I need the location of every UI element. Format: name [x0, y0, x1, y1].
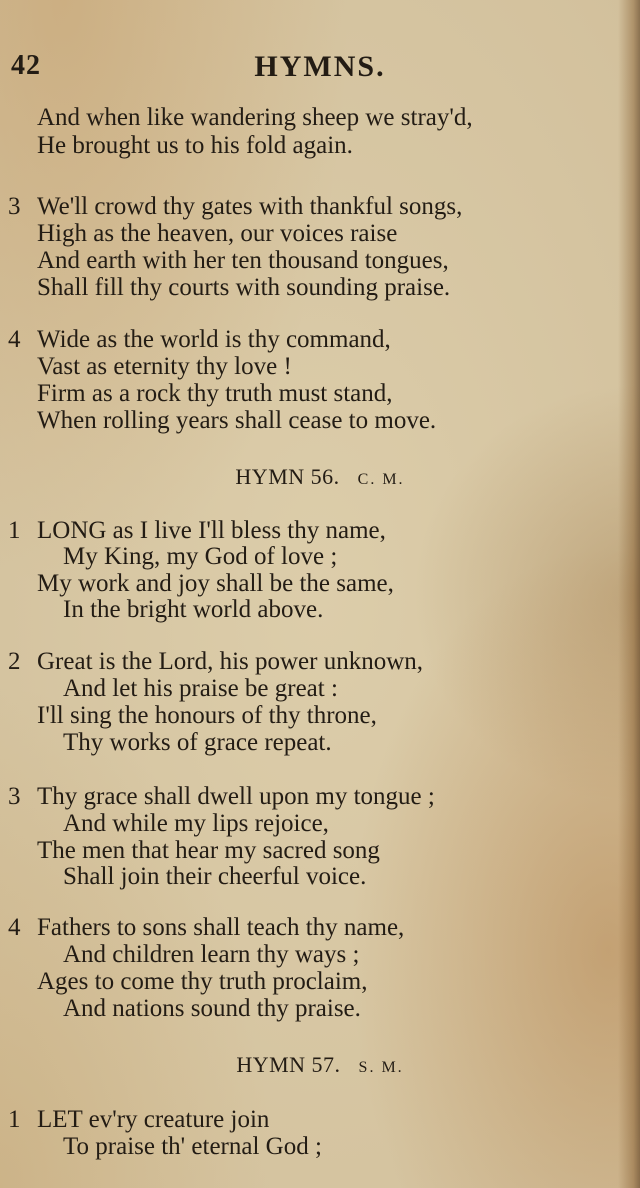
verse-line: LET ev'ry creature join [37, 1106, 270, 1133]
hymn-title: HYMN 57. [236, 1052, 341, 1077]
verse-line: He brought us to his fold again. [37, 132, 353, 159]
verse-line: Thy works of grace repeat. [63, 729, 332, 756]
verse-line: Ages to come thy truth proclaim, [37, 968, 368, 995]
verse-line: We'll crowd thy gates with thankful songs, [37, 193, 463, 220]
verse-number: 3 [8, 193, 21, 220]
hymn-heading [0, 463, 640, 494]
page-number: 42 [11, 50, 41, 81]
verse-line: When rolling years shall cease to move. [37, 407, 437, 434]
verse-line: To praise th' eternal God ; [63, 1133, 322, 1160]
verse-number: 4 [8, 326, 21, 353]
hymn-title: HYMN 56. [235, 464, 340, 489]
verse-line: In the bright world above. [63, 596, 324, 623]
verse-number: 3 [8, 783, 21, 810]
verse-number: 1 [8, 517, 21, 544]
running-head [0, 48, 640, 88]
verse-line: And when like wandering sheep we stray'd, [37, 104, 473, 131]
verse-line: The men that hear my sacred song [37, 837, 380, 864]
verse-line: Firm as a rock thy truth must stand, [37, 380, 393, 407]
verse-line: And while my lips rejoice, [63, 810, 329, 837]
verse-line: LONG as I live I'll bless thy name, [37, 517, 386, 544]
verse-line: High as the heaven, our voices raise [37, 220, 398, 247]
verse-number: 1 [8, 1106, 21, 1133]
hymn-heading [0, 1051, 640, 1082]
hymn-meter: S. M. [358, 1059, 404, 1076]
verse-number: 2 [8, 648, 21, 675]
running-title: HYMNS. [254, 50, 386, 83]
verse-line: Fathers to sons shall teach thy name, [37, 914, 405, 941]
page-edge-shadow [618, 0, 640, 1188]
verse-line: And nations sound thy praise. [63, 995, 361, 1022]
verse-line: Shall join their cheerful voice. [63, 863, 367, 890]
verse-number: 4 [8, 914, 21, 941]
verse-line: Vast as eternity thy love ! [37, 353, 292, 380]
verse-line: Great is the Lord, his power unknown, [37, 648, 424, 675]
verse-line: My King, my God of love ; [63, 543, 338, 570]
verse-line: I'll sing the honours of thy throne, [37, 702, 377, 729]
verse-line: My work and joy shall be the same, [37, 570, 394, 597]
hymn-meter: C. M. [357, 471, 405, 488]
verse-line: Thy grace shall dwell upon my tongue ; [37, 783, 435, 810]
verse-line: And earth with her ten thousand tongues, [37, 247, 449, 274]
verse-line: And let his praise be great : [63, 675, 338, 702]
verse-line: And children learn thy ways ; [63, 941, 360, 968]
verse-line: Wide as the world is thy command, [37, 326, 391, 353]
verse-line: Shall fill thy courts with sounding praise. [37, 274, 451, 301]
